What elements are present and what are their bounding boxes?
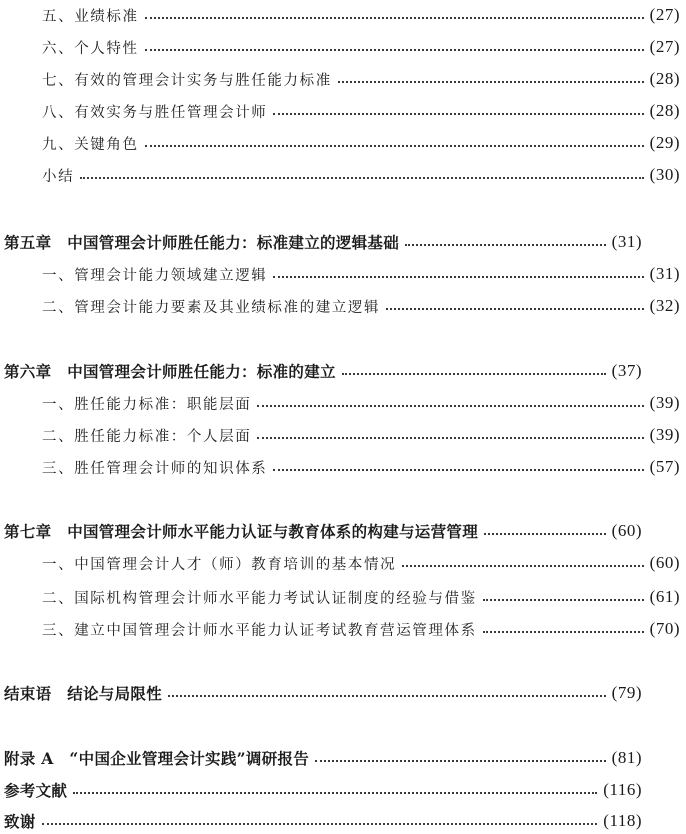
toc-chapter-heading	[0, 229, 648, 255]
dot-leader	[168, 695, 606, 697]
toc-page-number: (60)	[649, 553, 680, 572]
toc-entry-title: 第七章 中国管理会计师水平能力认证与教育体系的构建与运营管理	[4, 522, 479, 541]
toc-entry	[0, 261, 686, 287]
dot-leader	[315, 760, 606, 762]
toc-chapter-heading	[0, 745, 648, 771]
toc-entry-title: 三、建立中国管理会计师水平能力认证考试教育营运管理体系	[42, 622, 477, 639]
toc-entry-title: 一、胜任能力标准：职能层面	[42, 396, 252, 413]
toc-page-number: (27)	[649, 37, 680, 56]
dot-leader	[80, 177, 643, 179]
toc-page-number: (37)	[611, 361, 642, 380]
toc-entry-title: 二、管理会计能力要素及其业绩标准的建立逻辑	[42, 299, 381, 316]
toc-entry-title: 参考文献	[4, 781, 68, 800]
toc-entry-title: 二、国际机构管理会计师水平能力考试认证制度的经验与借鉴	[42, 590, 477, 607]
toc-page-number: (27)	[649, 5, 680, 24]
toc-page-number: (31)	[649, 264, 680, 283]
toc-entry	[0, 550, 686, 576]
dot-leader	[257, 405, 643, 407]
toc-entry-title: 六、个人特性	[42, 40, 139, 57]
dot-leader	[145, 17, 644, 19]
dot-leader	[402, 565, 643, 567]
dot-leader	[405, 244, 606, 246]
toc-page-number: (30)	[649, 165, 680, 184]
dot-leader	[338, 81, 644, 83]
toc-entry	[0, 162, 686, 188]
toc-entry-title: 第五章 中国管理会计师胜任能力：标准建立的逻辑基础	[4, 233, 400, 252]
dot-leader	[145, 49, 644, 51]
dot-leader	[145, 145, 644, 147]
dot-leader	[273, 469, 643, 471]
toc-entry-title: 附录 A “中国企业管理会计实践”调研报告	[4, 749, 310, 768]
toc-page-number: (116)	[603, 780, 642, 799]
dot-leader	[42, 823, 598, 825]
toc-entry-title: 二、胜任能力标准：个人层面	[42, 428, 252, 445]
toc-entry-title: 八、有效实务与胜任管理会计师	[42, 104, 268, 121]
toc-page-number: (60)	[611, 521, 642, 540]
toc-page-number: (31)	[611, 232, 642, 251]
toc-entry	[0, 293, 686, 319]
toc-entry-title: 九、关键角色	[42, 136, 139, 153]
toc-entry	[0, 616, 686, 642]
toc-entry-title: 一、管理会计能力领域建立逻辑	[42, 267, 268, 284]
toc-page-number: (32)	[649, 296, 680, 315]
toc-entry-title: 第六章 中国管理会计师胜任能力：标准的建立	[4, 362, 336, 381]
toc-entry	[0, 454, 686, 480]
dot-leader	[484, 533, 606, 535]
dot-leader	[483, 599, 644, 601]
dot-leader	[273, 113, 643, 115]
toc-page-number: (39)	[649, 393, 680, 412]
toc-page-number: (79)	[611, 683, 642, 702]
dot-leader	[483, 631, 644, 633]
toc-page-number: (61)	[649, 587, 680, 606]
toc-chapter-heading	[0, 777, 648, 803]
toc-chapter-heading	[0, 808, 648, 834]
toc-entry	[0, 130, 686, 156]
dot-leader	[342, 373, 606, 375]
toc-page-number: (28)	[649, 69, 680, 88]
dot-leader	[257, 437, 643, 439]
toc-entry	[0, 584, 686, 610]
toc-entry-title: 致谢	[4, 812, 36, 831]
toc-entry-title: 三、胜任管理会计师的知识体系	[42, 460, 268, 477]
toc-entry-title: 小结	[42, 168, 75, 185]
dot-leader	[273, 276, 643, 278]
toc-entry	[0, 390, 686, 416]
dot-leader	[73, 792, 597, 794]
toc-entry-title: 七、有效的管理会计实务与胜任能力标准	[42, 72, 332, 89]
toc-entry	[0, 2, 686, 28]
toc-entry-title: 结束语 结论与局限性	[4, 684, 163, 703]
toc-chapter-heading	[0, 518, 648, 544]
toc-entry-title: 一、中国管理会计人才（师）教育培训的基本情况	[42, 556, 397, 573]
toc-page-number: (29)	[649, 133, 680, 152]
toc-page-number: (81)	[611, 748, 642, 767]
toc-page-number: (70)	[649, 619, 680, 638]
toc-page-number: (28)	[649, 101, 680, 120]
dot-leader	[386, 308, 644, 310]
toc-entry	[0, 34, 686, 60]
toc-chapter-heading	[0, 680, 648, 706]
toc-page-number: (39)	[649, 425, 680, 444]
toc-entry	[0, 66, 686, 92]
toc-page-number: (118)	[603, 811, 642, 830]
toc-entry-title: 五、业绩标准	[42, 8, 139, 25]
toc-entry	[0, 422, 686, 448]
toc-page-number: (57)	[649, 457, 680, 476]
toc-entry	[0, 98, 686, 124]
toc-chapter-heading	[0, 358, 648, 384]
